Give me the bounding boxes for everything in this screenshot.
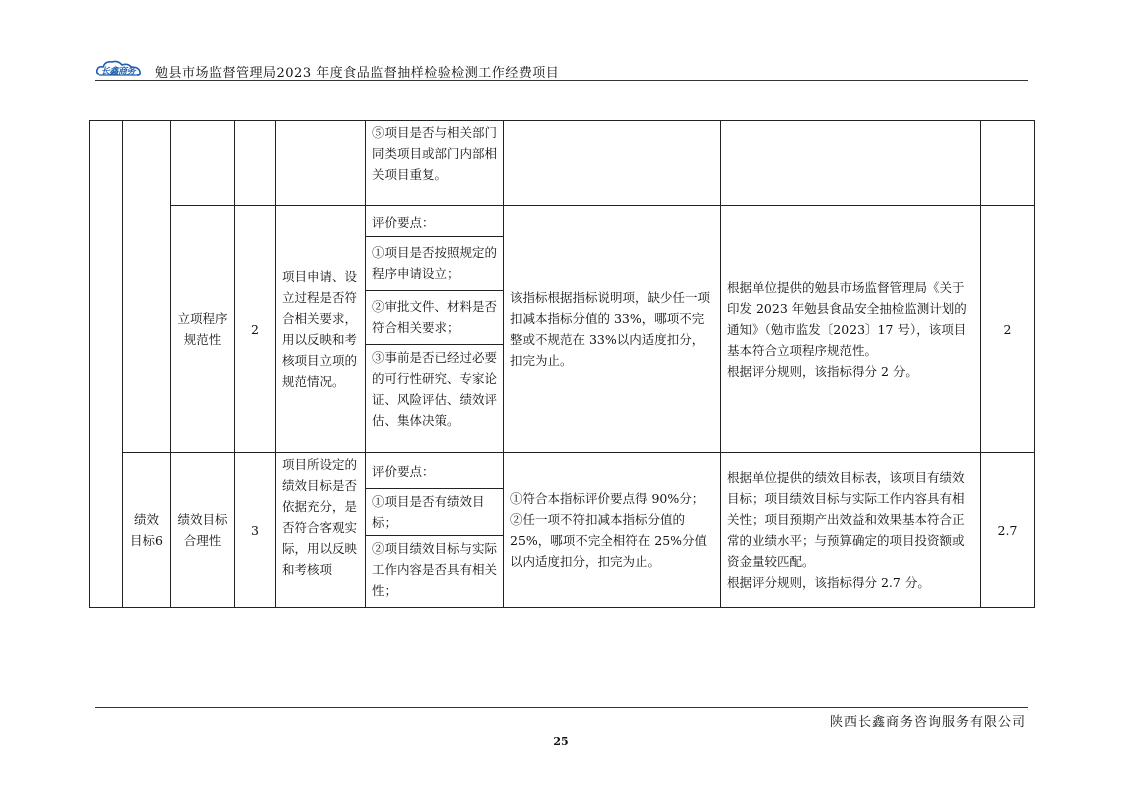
evaluation-points-list xyxy=(366,453,503,603)
evaluation-points-cell xyxy=(366,453,504,608)
evaluation-point: ①项目是否按照规定的程序申请设立； xyxy=(366,236,503,290)
description-cell: 项目申请、设立过程是否符合相关要求，用以反映和考核项目立项的规范情况。 xyxy=(276,206,366,453)
description-cell xyxy=(276,121,366,206)
evaluation-point: ⑤项目是否与相关部门同类项目或部门内部相关项目重复。 xyxy=(372,125,498,182)
evaluation-point: ②审批文件、材料是否符合相关要求； xyxy=(366,290,503,344)
analysis-cell xyxy=(721,121,981,206)
header-divider xyxy=(95,80,1028,81)
analysis-text: 根据单位提供的勉县市场监督管理局《关于印发 2023 年勉县食品安全抽检监测计划的通知》（勉市监发〔2023〕17 号），该项目基本符合立项程序规范性。 xyxy=(727,279,967,358)
footer-divider xyxy=(95,707,1028,708)
level1-category-cell xyxy=(90,121,123,608)
evaluation-point: ②项目绩效目标与实际工作内容是否具有相关性； xyxy=(372,540,498,598)
points-header: 评价要点： xyxy=(366,206,503,236)
analysis-score-line: 根据评分规则，该指标得分 2 分。 xyxy=(727,363,918,379)
level2-category-cell: 绩效目标6 xyxy=(123,453,171,608)
indicator-cell: 立项程序规范性 xyxy=(171,206,235,453)
page-number: 25 xyxy=(553,735,569,748)
weight-cell: 3 xyxy=(235,453,276,608)
evaluation-points-cell xyxy=(366,121,504,206)
table-row xyxy=(90,453,1035,608)
scoring-rule-cell xyxy=(504,121,721,206)
score-cell xyxy=(981,121,1035,206)
analysis-score-line: 根据评分规则，该指标得分 2.7 分。 xyxy=(727,575,930,590)
score-cell: 2 xyxy=(981,206,1035,453)
scoring-rule-cell: ①符合本指标评价要点得 90%分；②任一项不符扣减本指标分值的 25%，哪项不完全相符在 25%分值以内适度扣分，扣完为止。 xyxy=(504,453,721,608)
indicator-cell xyxy=(171,121,235,206)
evaluation-point: ①项目是否有绩效目标； xyxy=(366,488,503,535)
evaluation-table xyxy=(89,120,1035,608)
description-cell: 项目所设定的绩效目标是否依据充分，是否符合客观实际，用以反映和考核项 xyxy=(276,453,366,608)
level2-category-cell xyxy=(123,121,171,453)
points-header: 评价要点： xyxy=(366,453,503,488)
score-cell: 2.7 xyxy=(981,453,1035,608)
weight-cell xyxy=(235,121,276,206)
page-header xyxy=(95,58,1028,82)
evaluation-point: ③事前是否已经过必要的可行性研究、专家论证、风险评估、绩效评估、集体决策。 xyxy=(372,349,498,428)
analysis-cell xyxy=(721,453,981,608)
logo-text: 长鑫商务 xyxy=(101,67,136,77)
analysis-text: 根据单位提供的绩效目标表，该项目有绩效目标；项目绩效目标与实际工作内容具有相关性；项目预期产出效益和效果基本符合正常的业绩水平；与预算确定的项目投资额或资金量较匹配。 xyxy=(727,470,965,569)
analysis-cell xyxy=(721,206,981,453)
weight-cell: 2 xyxy=(235,206,276,453)
evaluation-points-list xyxy=(366,206,503,433)
scoring-rule-cell: 该指标根据指标说明项，缺少任一项扣减本指标分值的 33%，哪项不完整或不规范在 33%以内适度扣分，扣完为止。 xyxy=(504,206,721,453)
company-logo xyxy=(95,58,143,78)
indicator-cell: 绩效目标合理性 xyxy=(171,453,235,608)
table-row xyxy=(90,206,1035,453)
table-row xyxy=(90,121,1035,206)
document-title: 勉县市场监督管理局2023 年度食品监督抽样检验检测工作经费项目 xyxy=(155,66,560,81)
footer-company: 陕西长鑫商务咨询服务有限公司 xyxy=(829,715,1026,730)
evaluation-points-cell xyxy=(366,206,504,453)
